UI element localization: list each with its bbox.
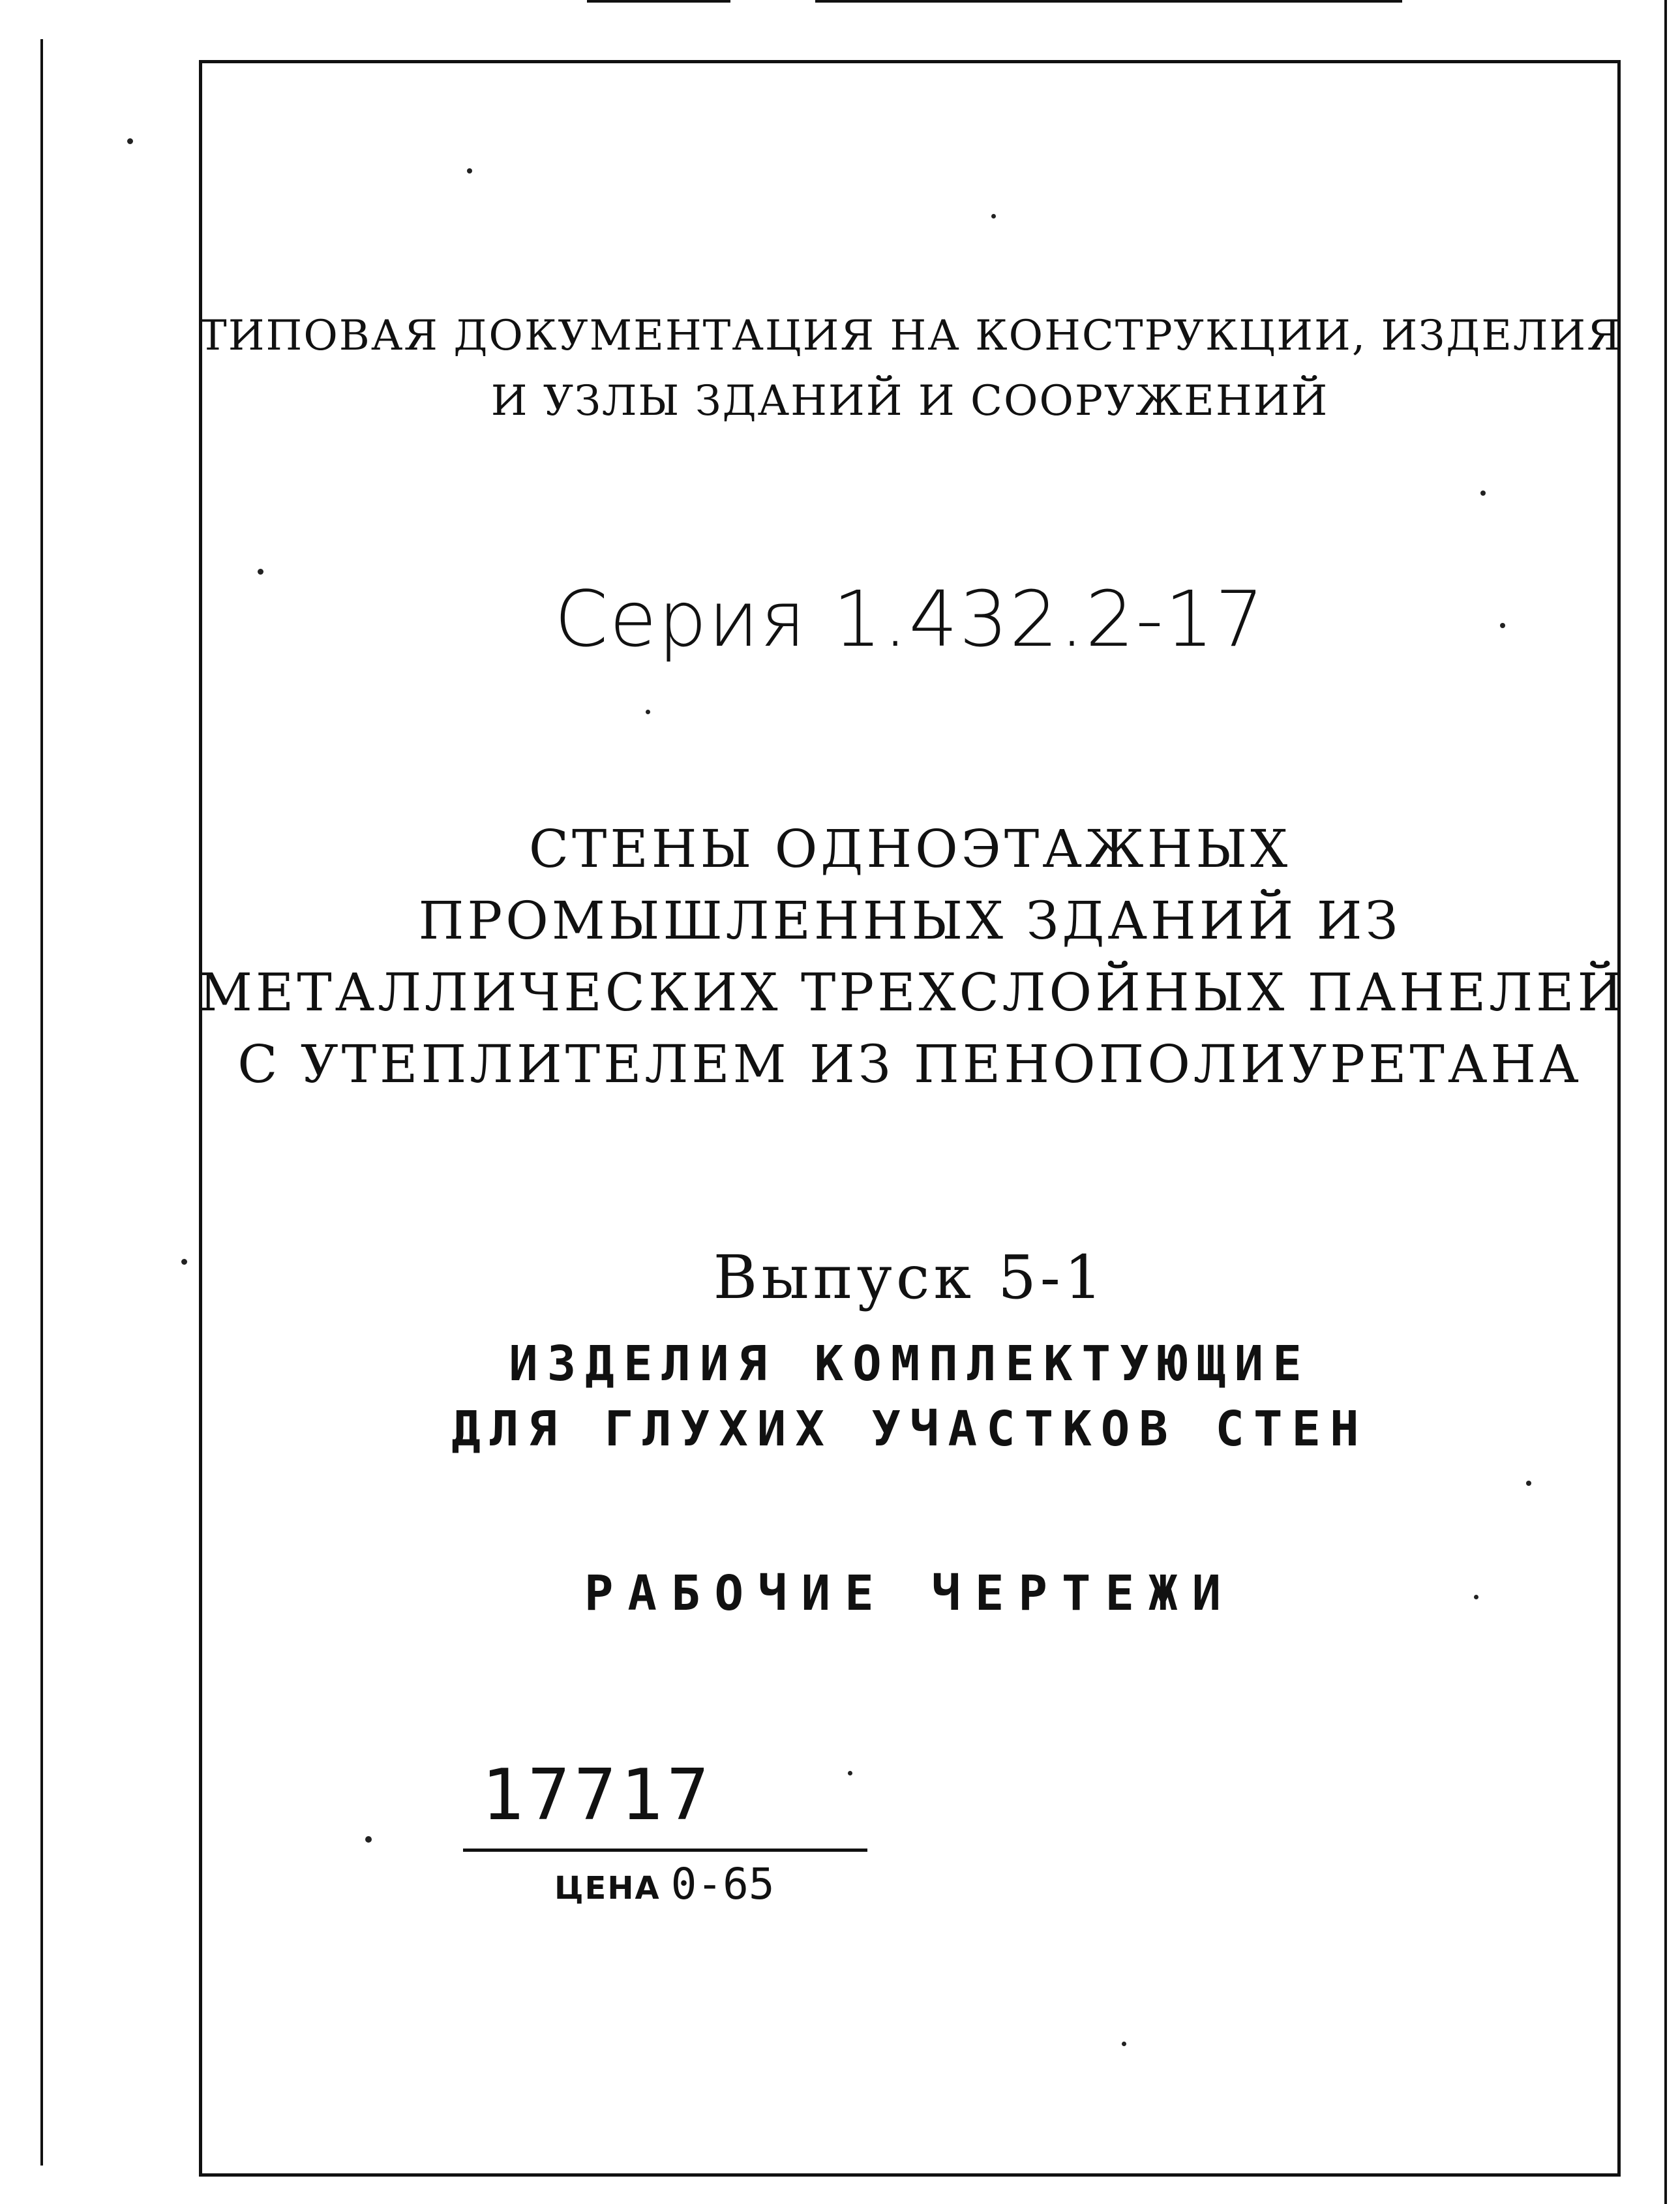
scan-edge-left [40,39,43,2166]
scan-speck [1480,491,1486,496]
scan-speck [991,214,996,219]
scan-speck [1122,2042,1126,2046]
title-line-2: ПРОМЫШЛЕННЫХ ЗДАНИЙ ИЗ [418,890,1402,951]
price-value: 0-65 [670,1859,775,1909]
scan-speck [646,710,650,714]
document-type: РАБОЧИЕ ЧЕРТЕЖИ [584,1565,1236,1622]
title-line-3: МЕТАЛЛИЧЕСКИХ ТРЕХСЛОЙНЫХ ПАНЕЛЕЙ [199,962,1627,1023]
scan-speck [127,138,133,144]
scan-edge-right [1664,0,1667,2204]
scan-speck [1526,1481,1531,1486]
number-underline [463,1849,867,1852]
issue-subtitle-line-1: ИЗДЕЛИЯ КОМПЛЕКТУЮЩИЕ [509,1336,1311,1392]
scan-speck [181,1259,187,1265]
price-label: ЦЕНА [554,1870,661,1907]
header-line-2: И УЗЛЫ ЗДАНИЙ И СООРУЖЕНИЙ [490,377,1329,425]
title-line-4: С УТЕПЛИТЕЛЕМ ИЗ ПЕНОПОЛИУРЕТАНА [237,1034,1582,1094]
scan-speck [848,1771,852,1775]
scan-speck [365,1836,372,1843]
series-title: Серия 1.432.2-17 [554,574,1266,664]
scan-edge-top-right [815,0,1402,3]
price [554,1859,775,1909]
title-line-1: СТЕНЫ ОДНОЭТАЖНЫХ [528,819,1291,879]
scan-speck [467,168,472,174]
issue-label: Выпуск 5-1 [713,1243,1107,1312]
issue-subtitle-line-2: ДЛЯ ГЛУХИХ УЧАСТКОВ СТЕН [451,1401,1368,1457]
document-number: 17717 [481,1755,713,1836]
header-line-1: ТИПОВАЯ ДОКУМЕНТАЦИЯ НА КОНСТРУКЦИИ, ИЗДЕЛИЯ [199,312,1622,360]
scan-edge-top-left [587,0,730,3]
